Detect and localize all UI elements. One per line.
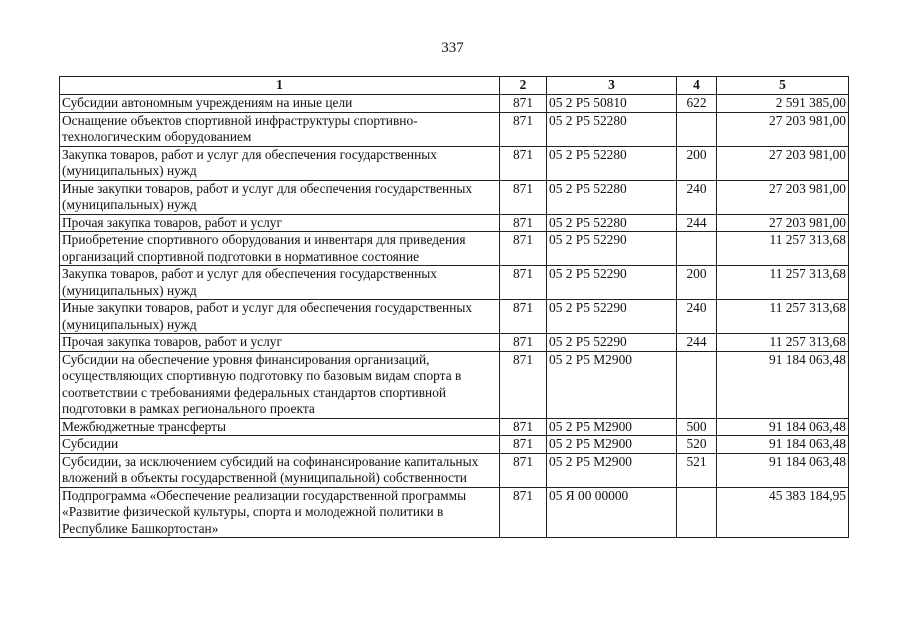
cell-department-code: 871 bbox=[500, 300, 547, 334]
cell-expense-type: 240 bbox=[677, 300, 717, 334]
table-body bbox=[60, 95, 849, 538]
table-row bbox=[60, 112, 849, 146]
cell-amount: 91 184 063,48 bbox=[717, 418, 849, 436]
table-row bbox=[60, 436, 849, 454]
cell-name: Субсидии автономным учреждениям на иные цели bbox=[60, 95, 500, 113]
cell-name: Оснащение объектов спортивной инфраструктуры спортивно-технологическим оборудованием bbox=[60, 112, 500, 146]
cell-department-code: 871 bbox=[500, 487, 547, 538]
cell-amount: 91 184 063,48 bbox=[717, 351, 849, 418]
cell-amount: 45 383 184,95 bbox=[717, 487, 849, 538]
cell-expense-type: 240 bbox=[677, 180, 717, 214]
table-row bbox=[60, 453, 849, 487]
cell-expense-type: 244 bbox=[677, 334, 717, 352]
cell-amount: 27 203 981,00 bbox=[717, 146, 849, 180]
cell-amount: 27 203 981,00 bbox=[717, 214, 849, 232]
header-col-1: 1 bbox=[60, 77, 500, 95]
cell-department-code: 871 bbox=[500, 112, 547, 146]
table-row bbox=[60, 146, 849, 180]
cell-name: Иные закупки товаров, работ и услуг для обеспечения государственных (муниципальных) нужд bbox=[60, 300, 500, 334]
cell-name: Закупка товаров, работ и услуг для обеспечения государственных (муниципальных) нужд bbox=[60, 146, 500, 180]
cell-amount: 2 591 385,00 bbox=[717, 95, 849, 113]
cell-expense-type bbox=[677, 351, 717, 418]
cell-name: Субсидии на обеспечение уровня финансирования организаций, осуществляющих спортивную подготовку по базовым видам спорта в соответствии с требованиями федеральных стандартов спортивной подготовки в рамках регионального проекта bbox=[60, 351, 500, 418]
cell-department-code: 871 bbox=[500, 418, 547, 436]
cell-amount: 27 203 981,00 bbox=[717, 180, 849, 214]
cell-name: Приобретение спортивного оборудования и инвентаря для приведения организаций спортивной подготовки в нормативное состояние bbox=[60, 232, 500, 266]
cell-target-article: 05 Я 00 00000 bbox=[547, 487, 677, 538]
cell-target-article: 05 2 Р5 М2900 bbox=[547, 453, 677, 487]
cell-amount: 11 257 313,68 bbox=[717, 334, 849, 352]
cell-department-code: 871 bbox=[500, 436, 547, 454]
cell-expense-type: 244 bbox=[677, 214, 717, 232]
cell-target-article: 05 2 Р5 52290 bbox=[547, 300, 677, 334]
cell-department-code: 871 bbox=[500, 266, 547, 300]
cell-name: Прочая закупка товаров, работ и услуг bbox=[60, 334, 500, 352]
cell-expense-type bbox=[677, 112, 717, 146]
cell-target-article: 05 2 Р5 52280 bbox=[547, 112, 677, 146]
cell-department-code: 871 bbox=[500, 351, 547, 418]
cell-name: Межбюджетные трансферты bbox=[60, 418, 500, 436]
cell-expense-type: 200 bbox=[677, 266, 717, 300]
cell-target-article: 05 2 Р5 52280 bbox=[547, 180, 677, 214]
cell-target-article: 05 2 Р5 52280 bbox=[547, 214, 677, 232]
header-col-5: 5 bbox=[717, 77, 849, 95]
table-header-row bbox=[60, 77, 849, 95]
cell-amount: 91 184 063,48 bbox=[717, 436, 849, 454]
cell-name: Субсидии, за исключением субсидий на софинансирование капитальных вложений в объекты государственной (муниципальной) собственности bbox=[60, 453, 500, 487]
cell-expense-type: 521 bbox=[677, 453, 717, 487]
cell-target-article: 05 2 Р5 М2900 bbox=[547, 351, 677, 418]
cell-expense-type: 500 bbox=[677, 418, 717, 436]
cell-expense-type bbox=[677, 232, 717, 266]
cell-target-article: 05 2 Р5 52290 bbox=[547, 266, 677, 300]
cell-target-article: 05 2 Р5 50810 bbox=[547, 95, 677, 113]
cell-expense-type: 622 bbox=[677, 95, 717, 113]
table-row bbox=[60, 418, 849, 436]
cell-department-code: 871 bbox=[500, 453, 547, 487]
cell-expense-type: 200 bbox=[677, 146, 717, 180]
header-col-4: 4 bbox=[677, 77, 717, 95]
header-col-2: 2 bbox=[500, 77, 547, 95]
cell-amount: 91 184 063,48 bbox=[717, 453, 849, 487]
cell-name: Субсидии bbox=[60, 436, 500, 454]
cell-amount: 27 203 981,00 bbox=[717, 112, 849, 146]
cell-department-code: 871 bbox=[500, 214, 547, 232]
table-row bbox=[60, 232, 849, 266]
table-row bbox=[60, 351, 849, 418]
table-row bbox=[60, 487, 849, 538]
cell-name: Иные закупки товаров, работ и услуг для обеспечения государственных (муниципальных) нужд bbox=[60, 180, 500, 214]
cell-expense-type: 520 bbox=[677, 436, 717, 454]
table-row bbox=[60, 266, 849, 300]
cell-target-article: 05 2 Р5 М2900 bbox=[547, 418, 677, 436]
cell-target-article: 05 2 Р5 52290 bbox=[547, 232, 677, 266]
cell-name: Закупка товаров, работ и услуг для обеспечения государственных (муниципальных) нужд bbox=[60, 266, 500, 300]
cell-target-article: 05 2 Р5 М2900 bbox=[547, 436, 677, 454]
table-row bbox=[60, 180, 849, 214]
cell-department-code: 871 bbox=[500, 180, 547, 214]
header-col-3: 3 bbox=[547, 77, 677, 95]
cell-target-article: 05 2 Р5 52280 bbox=[547, 146, 677, 180]
cell-target-article: 05 2 Р5 52290 bbox=[547, 334, 677, 352]
table-row bbox=[60, 300, 849, 334]
cell-department-code: 871 bbox=[500, 146, 547, 180]
cell-amount: 11 257 313,68 bbox=[717, 300, 849, 334]
cell-amount: 11 257 313,68 bbox=[717, 232, 849, 266]
cell-department-code: 871 bbox=[500, 334, 547, 352]
table-row bbox=[60, 334, 849, 352]
cell-name: Подпрограмма «Обеспечение реализации государственной программы «Развитие физической культуры, спорта и молодежной политики в Республике Башкортостан» bbox=[60, 487, 500, 538]
page-number: 337 bbox=[441, 40, 464, 56]
budget-table bbox=[59, 76, 849, 538]
table-row bbox=[60, 214, 849, 232]
cell-name: Прочая закупка товаров, работ и услуг bbox=[60, 214, 500, 232]
cell-department-code: 871 bbox=[500, 232, 547, 266]
cell-department-code: 871 bbox=[500, 95, 547, 113]
cell-amount: 11 257 313,68 bbox=[717, 266, 849, 300]
table-row bbox=[60, 95, 849, 113]
cell-expense-type bbox=[677, 487, 717, 538]
